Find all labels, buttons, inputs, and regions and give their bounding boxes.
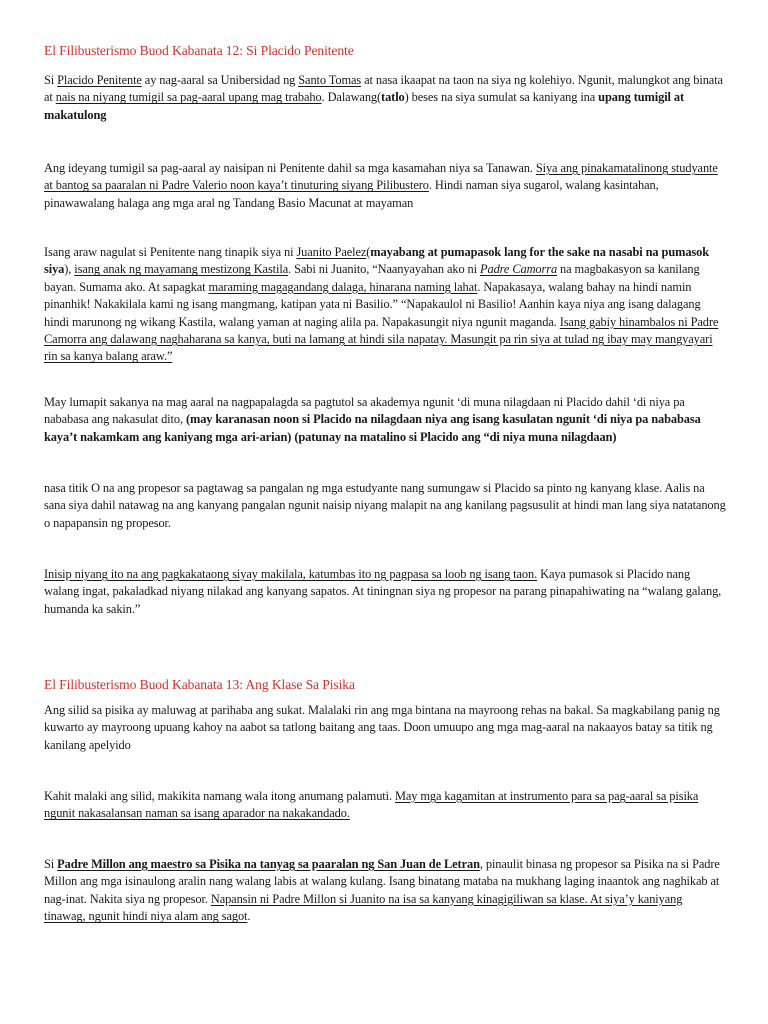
text-run: .	[247, 909, 251, 924]
text-run: ay nag-aaral sa Unibersidad ng	[141, 73, 299, 87]
text-run: May mga kagamitan at instrumento para sa pag-aaral sa pisika ngunit nakasalansan naman sa isang aparador na nakakandado.	[44, 789, 699, 821]
paragraph	[44, 566, 726, 618]
text-run: at nasa ikaapat na taon na siya ng kolehiyo. Ngunit, malungkot ang binata at	[44, 73, 723, 105]
text-run: Isang gabiy hinambalos ni Padre Camorra ang dalawang naghaharana sa kanya, buti na lamang at hindi sila napatay. Masungit pa rin siya at tulad ng ibay may mangyayari rin sa kanya balang araw.”	[44, 314, 719, 364]
text-run: Kaya pumasok si Placido nang walang ingat, pakaladkad niyang nilakad ang kanyang sapatos. At tiningnan siya ng propesor na parang pinapahiwating na “walang galang, humanda ka sakin.”	[44, 567, 722, 616]
text-run: Santo Tomas	[298, 73, 362, 87]
text-run: Si	[44, 73, 58, 87]
chapter-12-heading: El Filibusterismo Buod Kabanata 12: Si Placido Penitente	[44, 43, 354, 58]
paragraph	[44, 72, 726, 124]
paragraph	[44, 244, 726, 366]
text-run: upang tumigil at makatulong	[44, 90, 684, 122]
text-run: . Sabi ni Juanito, “Naanyayahan ako ni	[288, 262, 480, 277]
text-run: Padre Millon ang maestro sa Pisika na tanyag sa paaralan ng San Juan de Letran	[57, 857, 480, 871]
text-run: Siya ang pinakamatalinong studyante at bantog sa paaralan ni Padre Valerio noon kaya’t tinuturing siyang Pilibustero	[44, 161, 718, 193]
paragraph	[44, 160, 726, 212]
paragraph	[44, 394, 726, 446]
text-run: mayabang at pumapasok lang for the sake na nasabi na pumasok siya	[44, 245, 710, 277]
text-run: Ang silid sa pisika ay maluwag at parihaba ang sukat. Malalaki rin ang mga bintana na mayroong rehas na bakal. Sa magkabilang panig ng kuwarto ay mayroong upuang kahoy na aabot sa tatlong baitang ang taas. Doon umuupo ang mga mag-aaral na nakaayos batay sa titik ng kanilang apelyido	[44, 703, 720, 752]
text-run: nais na niyang tumigil sa pag-aaral upang mag trabaho	[55, 90, 322, 105]
text-run: (may karanasan noon si Placido na nilagdaan niya ang isang kasulatan ngunit ‘di niya pa nababasa kaya’t nakamkam ang kaniyang mga ari-arian) (patunay na matalino si Placido ang “di niya muna nilagdaan)	[44, 412, 701, 444]
text-run: ) beses na siya sumulat sa kaniyang ina	[404, 90, 599, 105]
text-run: . Dalawang(	[321, 90, 382, 105]
text-run: . Hindi naman siya sugarol, walang kasintahan, pinawawalang halaga ang mga aral ng Tandang Basio Macunat at mayaman	[44, 178, 659, 210]
text-run: na magbakasyon sa kanilang bayan. Sumama ako. At sapagkat	[44, 262, 700, 294]
text-run: Padre Camorra	[480, 262, 558, 277]
text-run: Juanito Paelez	[296, 245, 367, 259]
paragraph	[44, 788, 726, 823]
chapter-13-heading: El Filibusterismo Buod Kabanata 13: Ang Klase Sa Pisika	[44, 677, 355, 692]
paragraph	[44, 856, 726, 926]
text-run: Si	[44, 857, 58, 871]
text-run: Napansin ni Padre Millon si Juanito na isa sa kanyang kinagigiliwan sa klase. At siya’y kaniyang tinawag, ngunit hindi niya alam ang sagot	[44, 891, 683, 924]
paragraph	[44, 480, 726, 532]
text-run: Inisip niyang ito na ang pagkakataong siyay makilala, katumbas ito ng pagpasa sa loob ng isang taon.	[44, 567, 538, 581]
text-run: May lumapit sakanya na mag aaral na nagpapalagda sa pagtutol sa akademya ngunit ‘di muna nilagdaan ni Placido dahil ‘di niya pa nababasa ang nakasulat dito,	[44, 395, 685, 427]
text-run: isang anak ng mayamang mestizong Kastila	[74, 262, 289, 277]
paragraph	[44, 702, 726, 754]
text-run: , pinaulit binasa ng propesor sa Pisika na si Padre Millon ang mga isinaulong aralin nang walang labis at walang kulang. Isang binatang mataba na mukhang laging inaantok ang naghikab at nag-inat. Nakita siya ng propesor.	[44, 857, 720, 906]
text-run: . Napakasaya, walang bahay na hindi namin pinanhik! Nakakilala kami ng isang mangmang, katipan yata ni Basilio.” “Napakaulol ni Basilio! Aanhin kaya niya ang isang dalagang hindi marunong ng wikang Kastila, walang yaman at naging alila pa. Napakasungit niya ngunit maganda.	[44, 279, 701, 329]
text-run: Ang ideyang tumigil sa pag-aaral ay naisipan ni Penitente dahil sa mga kasamahan niya sa Tanawan.	[44, 161, 536, 175]
text-run: ),	[64, 262, 75, 277]
text-run: Kahit malaki ang silid, makikita namang wala itong anumang palamuti.	[44, 789, 395, 803]
text-run: tatlo	[381, 90, 405, 105]
text-run: nasa titik O na ang propesor sa pagtawag sa pangalan ng mga estudyante nang sumungaw si Placido sa pinto ng kanyang klase. Aalis na sana siya dahil natawag na ang kanyang pangalan ngunit naisip niyang malapit na ang kanilang pagsusulit at hindi man lang siya natatanong o napapansin ng propesor.	[44, 481, 726, 530]
text-run: Placido Penitente	[57, 73, 142, 87]
text-run: maraming magagandang dalaga, hinarana naming lahat	[208, 279, 478, 294]
text-run: (	[366, 245, 371, 259]
text-run: Isang araw nagulat si Penitente nang tinapik siya ni	[44, 245, 297, 259]
